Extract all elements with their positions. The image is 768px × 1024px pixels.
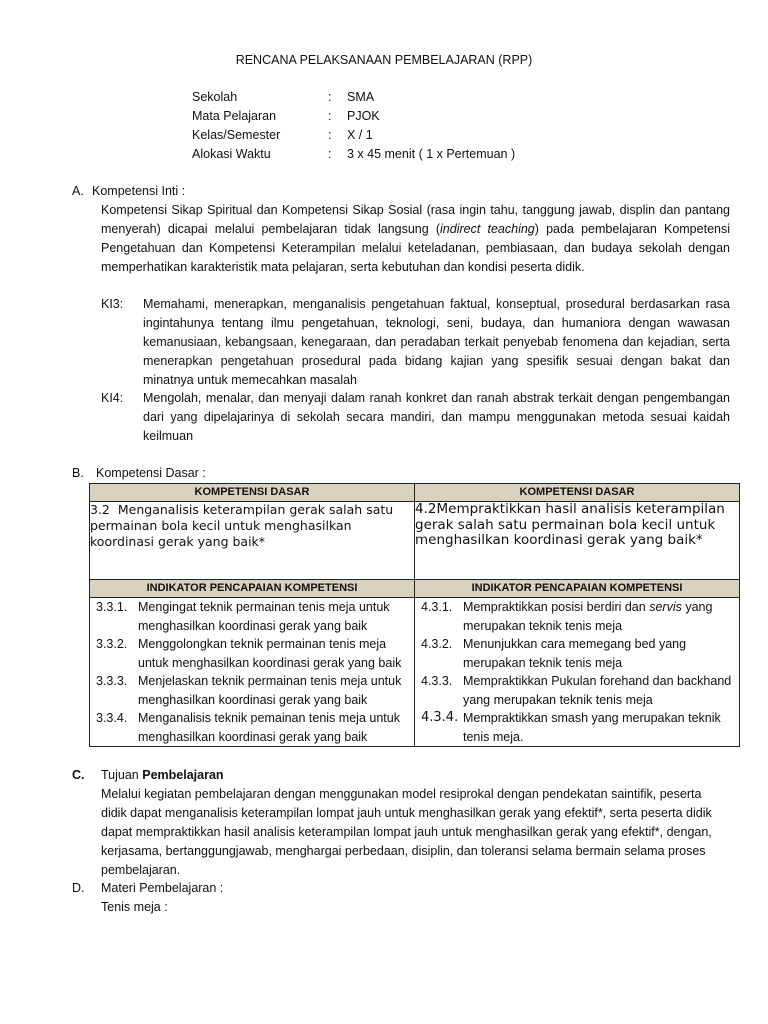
identity-label: Mata Pelajaran — [192, 109, 277, 123]
indicator-text: Menjelaskan teknik permainan tenis meja untuk menghasilkan koordinasi gerak yang baik — [138, 674, 402, 707]
page-title: RENCANA PELAKSANAAN PEMBELAJARAN (RPP) — [235, 53, 533, 67]
identity-value: PJOK — [347, 109, 380, 123]
indicator-text: Menunjukkan cara memegang bed yang merupakan teknik tenis meja — [463, 637, 687, 670]
indicator-italic-text: servis — [649, 600, 682, 614]
section-title: Materi Pembelajaran : — [101, 881, 224, 895]
section-letter: C. — [72, 768, 85, 782]
kd-number: 3.2 — [90, 502, 110, 517]
indicator-number: 4.3.1. — [421, 600, 453, 614]
identity-separator: : — [328, 90, 332, 104]
intro-italic-text: indirect teaching — [440, 222, 535, 236]
table-header-kd-left: KOMPETENSI DASAR — [90, 484, 415, 502]
list-item — [90, 598, 414, 635]
list-item — [90, 672, 414, 709]
list-item — [415, 635, 739, 672]
indicator-text: Mempraktikkan Pukulan forehand dan backhand yang merupakan teknik tenis meja — [463, 674, 732, 707]
section-c-heading — [72, 766, 224, 785]
indicator-number: 3.3.4. — [96, 711, 128, 725]
ki3-label: KI3: — [101, 297, 124, 311]
list-item — [415, 672, 739, 709]
kd-right-cell — [415, 502, 740, 580]
section-title-bold: Pembelajaran — [142, 768, 224, 782]
indicator-text: Mempraktikkan smash yang merupakan teknik tenis meja. — [463, 711, 721, 744]
kd-left-cell — [90, 502, 415, 580]
identity-value: SMA — [347, 90, 375, 104]
indicator-text: Mempraktikkan posisi berdiri dan — [463, 600, 650, 614]
tujuan-text: Melalui kegiatan pembelajaran dengan menggunakan model resiprokal dengan pendekatan saintifik, peserta didik dapat menganalisis keterampilan lompat jauh untuk menghasilkan gerak yang efektif*, serta peserta didik dapat mempraktikkan hasil analisis keterampilan lompat jauh untuk menghasilkan gerak yang efektif*, dengan, kerjasama, bertanggungjawab, menghargai perbedaan, disiplin, dan toleransi selama bermain selama proses pembelajaran. — [101, 787, 712, 877]
indicator-text: Mengingat teknik permainan tenis meja untuk menghasilkan koordinasi gerak yang baik — [138, 600, 390, 633]
list-item — [415, 709, 739, 746]
indicator-text: Menganalisis teknik pemainan tenis meja untuk menghasilkan koordinasi gerak yang baik — [138, 711, 400, 744]
identity-separator: : — [328, 109, 332, 123]
intro-text: Kompetensi Sikap Spiritual dan Kompetensi Sikap Sosial (rasa ingin tahu, tanggung jawab, displin dan pantang menyerah) dicapai melalui pembelajaran tidak langsung ( — [101, 203, 730, 236]
kd-text: Menganalisis keterampilan gerak salah satu permainan bola kecil untuk menghasilkan koordinasi gerak yang baik* — [90, 502, 394, 549]
kompetensi-inti-intro — [101, 201, 730, 277]
identity-label: Kelas/Semester — [192, 128, 281, 142]
indikator-right-cell — [415, 598, 740, 747]
identity-value: 3 x 45 menit ( 1 x Pertemuan ) — [347, 147, 516, 161]
identity-separator: : — [328, 128, 332, 142]
kompetensi-dasar-table — [89, 483, 740, 747]
materi-subheading: Tenis meja : — [101, 900, 168, 914]
identity-label: Sekolah — [192, 90, 238, 104]
indicator-number: 3.3.3. — [96, 674, 128, 688]
section-b-heading — [72, 464, 206, 483]
section-letter: D. — [72, 881, 85, 895]
list-item — [415, 598, 739, 635]
section-a-heading — [72, 182, 185, 201]
identity-value: X / 1 — [347, 128, 373, 142]
indicator-text: Menggolongkan teknik permainan tenis meja untuk menghasilkan koordinasi gerak yang baik — [138, 637, 402, 670]
section-letter: B. — [72, 466, 84, 480]
indicator-number: 3.3.2. — [96, 637, 128, 651]
section-title: Kompetensi Inti : — [92, 184, 186, 198]
indicator-number: 4.3.3. — [421, 674, 453, 688]
indicator-number: 4.3.4. — [421, 710, 459, 725]
table-header-kd-right: KOMPETENSI DASAR — [415, 484, 740, 502]
identity-label: Alokasi Waktu — [192, 147, 271, 161]
intro-text-end: ) pada pembelajaran Kompetensi Pengetahuan dan Kompetensi Keterampilan melalui keteladanan, pembiasaan, dan budaya sekolah dengan memperhatikan karakteristik mata pelajaran, serta kebutuhan dan kondisi peserta didik. — [101, 222, 730, 274]
table-header-indikator-right: INDIKATOR PENCAPAIAN KOMPETENSI — [415, 580, 740, 598]
indikator-left-cell — [90, 598, 415, 747]
list-item — [90, 635, 414, 672]
section-letter: A. — [72, 184, 84, 198]
list-item — [90, 709, 414, 746]
indicator-text-end: yang merupakan teknik tenis meja — [463, 600, 713, 633]
kd-text: Mempraktikkan hasil analisis keterampilan gerak salah satu permainan bola kecil untuk menghasilkan koordinasi gerak yang baik* — [415, 501, 725, 548]
ki3-text: Memahami, menerapkan, menganalisis pengetahuan faktual, konseptual, prosedural berdasarkan rasa ingintahunya tentang ilmu pengetahuan, teknologi, seni, budaya, dan humaniora dengan wawasan kemanusiaan, kebangsaan, kenegaraan, dan peradaban terkait penyebab fenomena dan kejadian, serta menerapkan pengetahuan prosedural pada bidang kajian yang spesifik sesuai dengan bakat dan minatnya untuk memecahkan masalah — [143, 297, 730, 387]
section-d-heading — [72, 879, 223, 898]
section-title: Tujuan — [101, 768, 143, 782]
indicator-number: 3.3.1. — [96, 600, 128, 614]
indicator-number: 4.3.2. — [421, 637, 453, 651]
ki4-label: KI4: — [101, 391, 124, 405]
ki4-text: Mengolah, menalar, dan menyaji dalam ranah konkret dan ranah abstrak terkait dengan pengembangan dari yang dipelajarinya di sekolah secara mandiri, dan mampu menggunakan metoda sesuai kaidah keilmuan — [143, 391, 730, 443]
identity-separator: : — [328, 147, 332, 161]
kd-number: 4.2 — [415, 501, 437, 517]
section-title: Kompetensi Dasar : — [96, 466, 206, 480]
table-header-indikator-left: INDIKATOR PENCAPAIAN KOMPETENSI — [90, 580, 415, 598]
